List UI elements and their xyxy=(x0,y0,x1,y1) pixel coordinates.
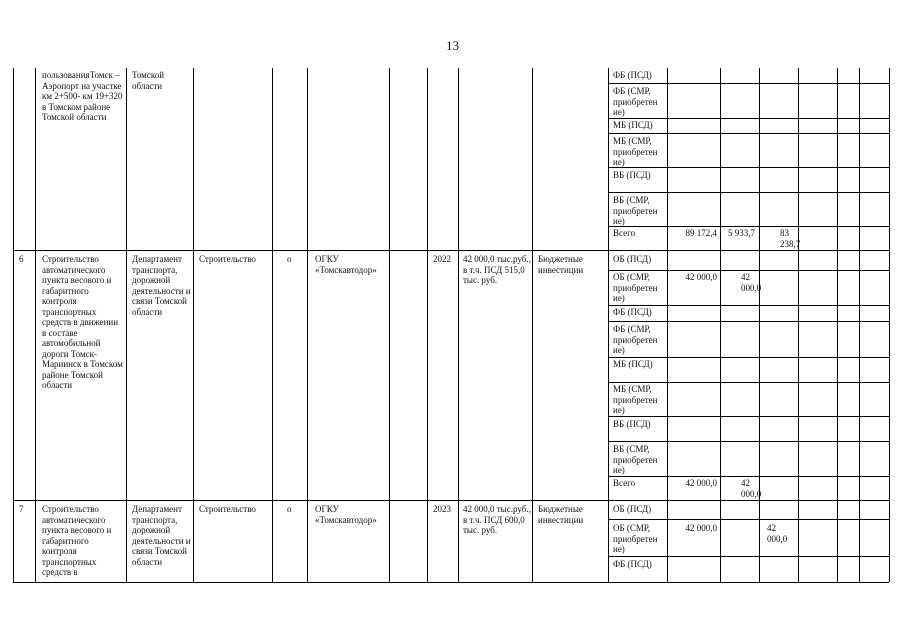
year-value: 42 000,0 xyxy=(767,523,788,544)
fund-label: МБ (СМР, приобретен ие) xyxy=(613,384,658,415)
fund-label: Всего xyxy=(613,478,636,488)
fund-label: ФБ (ПСД) xyxy=(613,307,652,317)
customer: Департамент транспорта, дорожной деятельности и связи Томской области xyxy=(132,504,191,567)
year-value: 5 933,7 xyxy=(728,228,755,238)
year-value: 42 000,0 xyxy=(741,478,762,499)
fund-label: ФБ (СМР, приобретен ие) xyxy=(613,324,658,355)
fund-label: ВБ (ПСД) xyxy=(613,170,651,180)
executor: ОГКУ «Томскавтодор» xyxy=(315,254,377,275)
total-value: 42 000,0 xyxy=(685,272,717,282)
fund-label: ОБ (СМР, приобретен ие) xyxy=(613,272,658,303)
executor: ОГКУ «Томскавтодор» xyxy=(315,504,377,525)
object-name: пользованияТомск – Аэропорт на участке км 2+500- км 19+320 в Томском районе Томской области xyxy=(42,70,123,122)
year-value: 42 000,0 xyxy=(741,272,762,293)
fund-label: ФБ (ПСД) xyxy=(613,70,652,80)
fund-label: ОБ (ПСД) xyxy=(613,504,652,514)
fund-label: ОБ (СМР, приобретен ие) xyxy=(613,523,658,554)
fund-label: ВБ (СМР, приобретен ие) xyxy=(613,195,658,226)
year: 2023 xyxy=(433,504,451,514)
fund-label: ОБ (ПСД) xyxy=(613,254,652,264)
row-number: 6 xyxy=(19,254,24,264)
object-name: Строительство автоматического пункта весового и габаритного контроля транспортных средств в xyxy=(42,504,112,577)
page-number: 13 xyxy=(446,38,459,53)
fund-label: ФБ (СМР, приобретен ие) xyxy=(613,86,658,117)
total-value: 42 000,0 xyxy=(685,523,717,533)
year: 2022 xyxy=(433,254,451,264)
investment-form: Бюджетные инвестиции xyxy=(538,504,584,525)
object-name: Строительство автоматического пункта весового и габаритного контроля транспортных средств в движении в составе автомобильной дороги Томск-Мариинск в Томском районе Томской области xyxy=(42,254,123,390)
fund-label: ВБ (ПСД) xyxy=(613,419,651,429)
total-value: 89 172,4 xyxy=(685,228,717,238)
fund-label: МБ (ПСД) xyxy=(613,120,653,130)
total-value: 42 000,0 xyxy=(685,478,717,488)
customer: Департамент транспорта, дорожной деятельности и связи Томской области xyxy=(132,254,191,317)
work-type: Строительство xyxy=(199,504,256,514)
estimated-cost: 42 000,0 тыс.руб., в т.ч. ПСД 515,0 тыс. руб. xyxy=(463,254,531,285)
fund-label: МБ (ПСД) xyxy=(613,359,653,369)
fund-label: ФБ (ПСД) xyxy=(613,559,652,569)
fund-label: МБ (СМР, приобретен ие) xyxy=(613,136,658,167)
estimated-cost: 42 000,0 тыс.руб., в т.ч. ПСД 600,0 тыс. руб. xyxy=(463,504,531,535)
mark: о xyxy=(287,254,292,264)
mark: о xyxy=(287,504,292,514)
row-number: 7 xyxy=(19,504,24,514)
year-value: 83 238,7 xyxy=(780,228,801,249)
work-type: Строительство xyxy=(199,254,256,264)
customer: Томской области xyxy=(132,70,165,91)
fund-label: Всего xyxy=(613,228,636,238)
investment-form: Бюджетные инвестиции xyxy=(538,254,584,275)
fund-label: ВБ (СМР, приобретен ие) xyxy=(613,444,658,475)
